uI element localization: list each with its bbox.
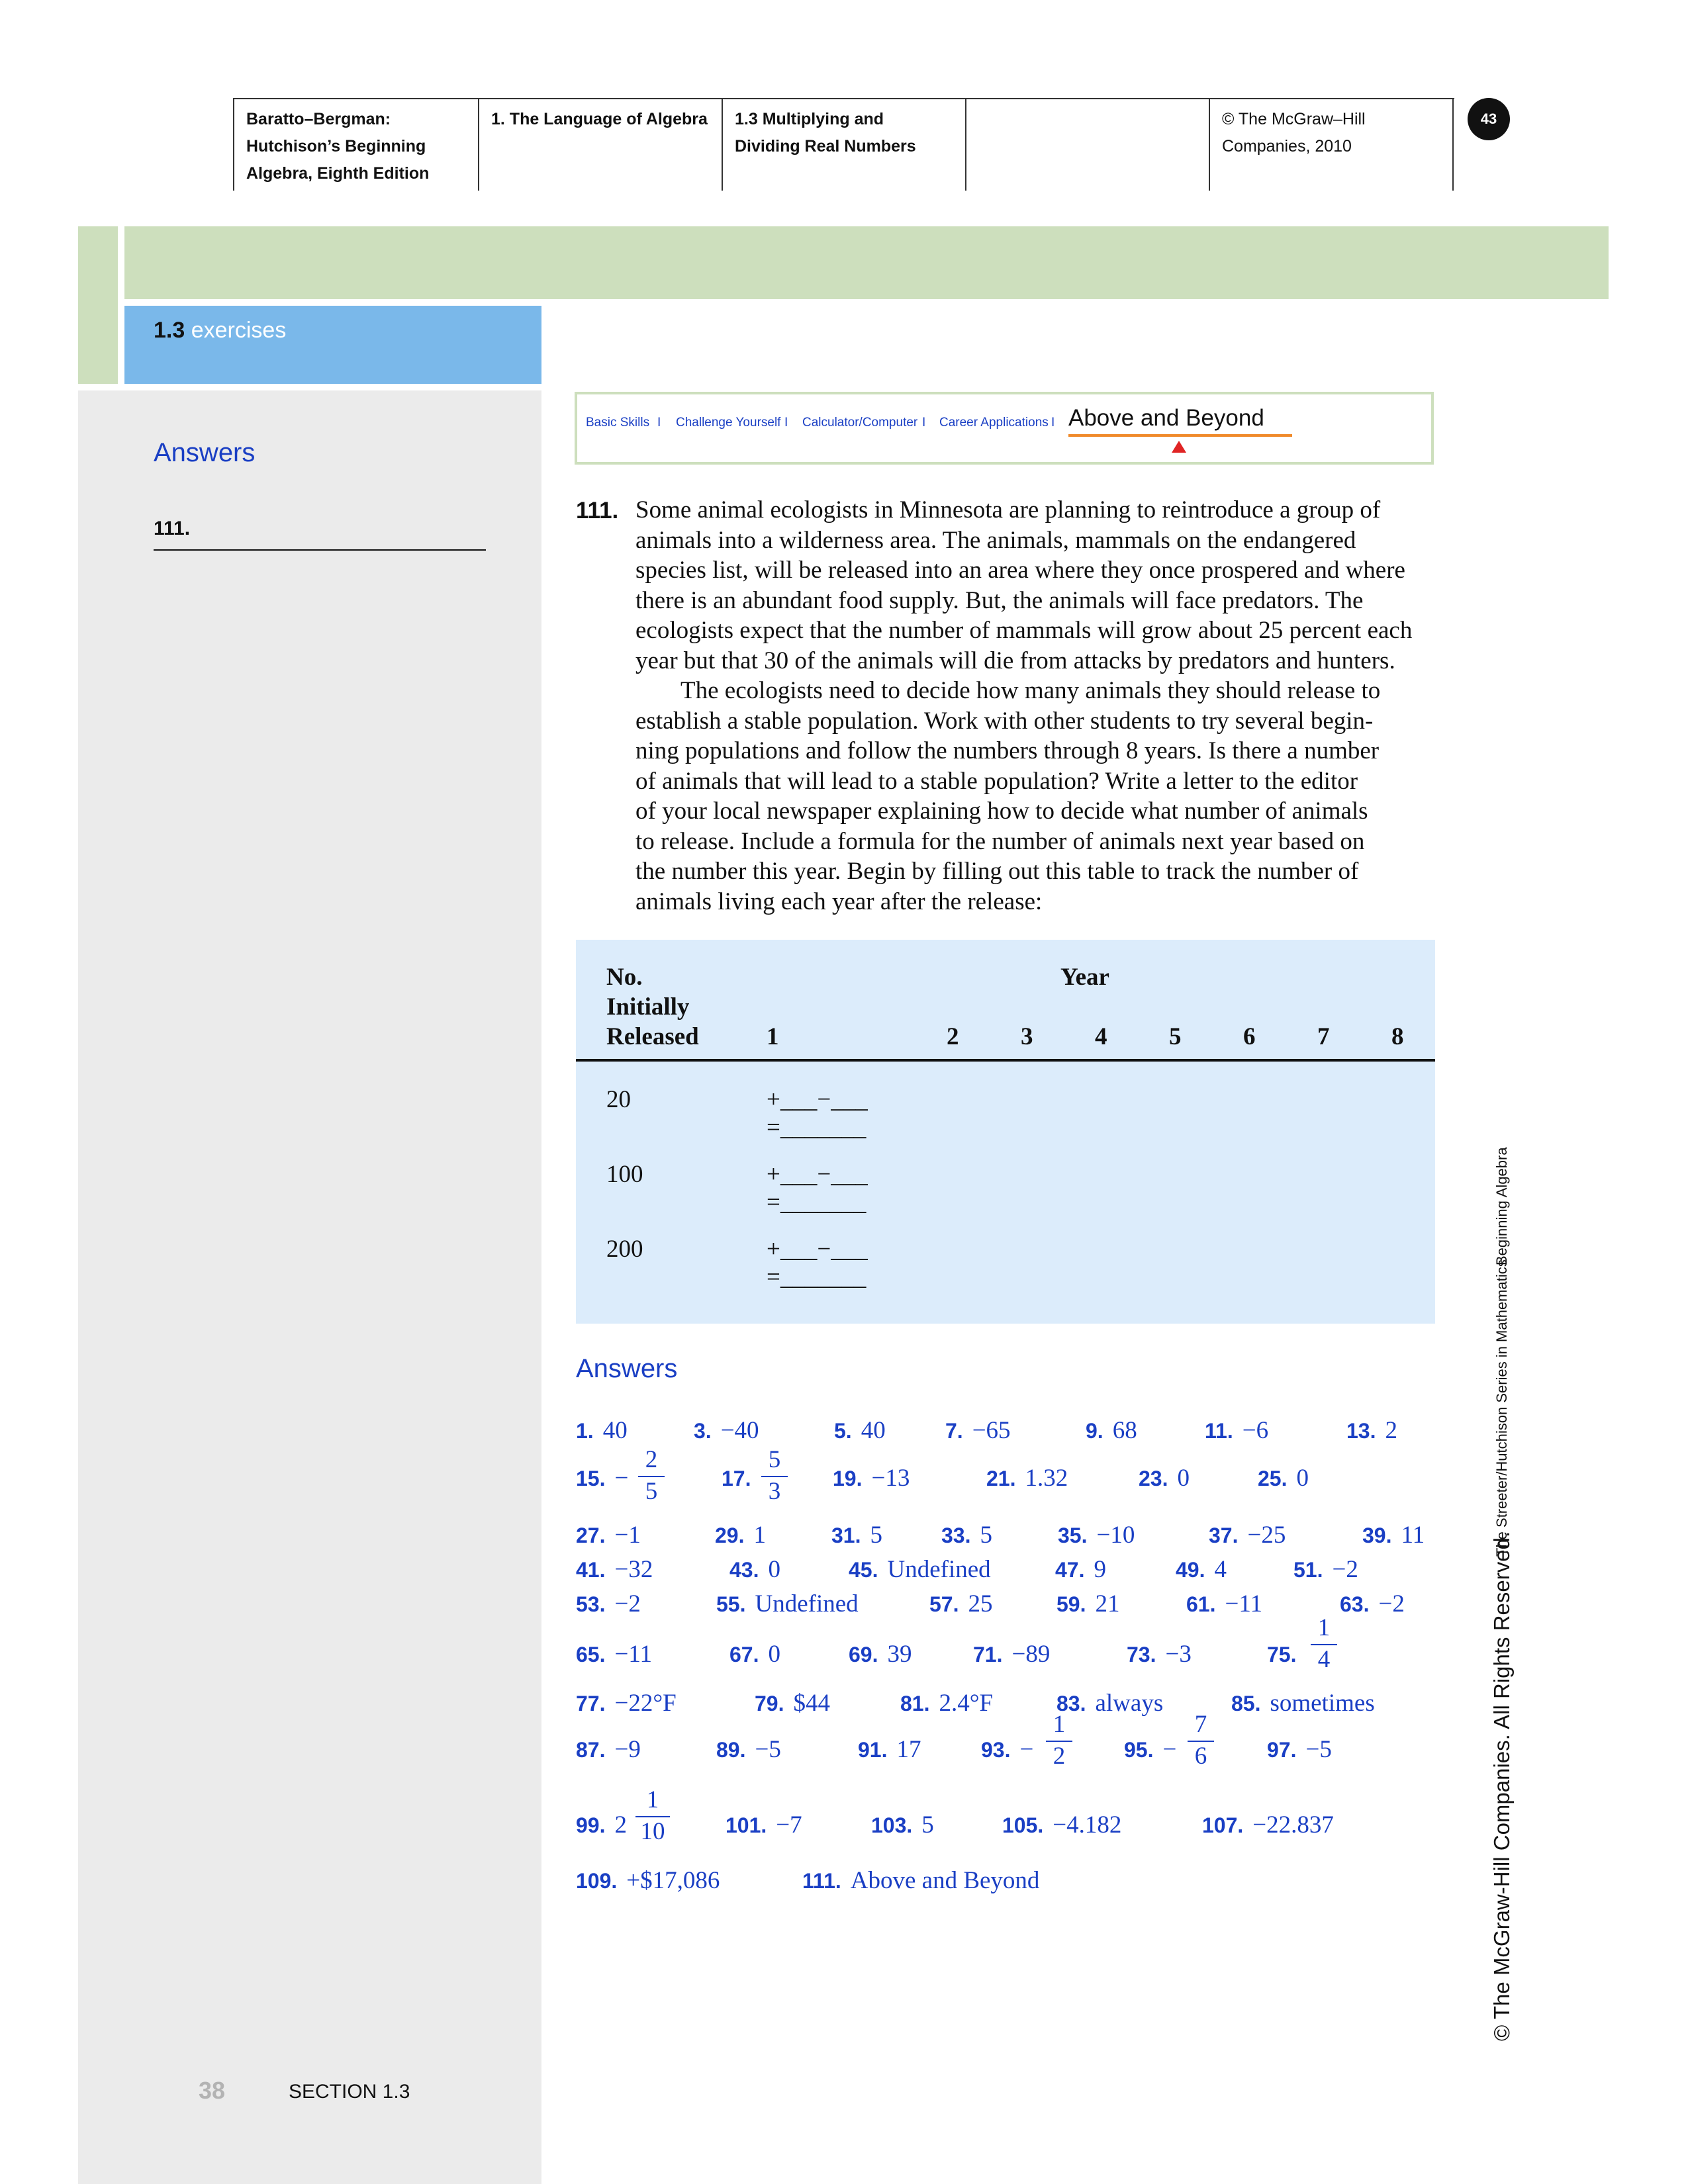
answer-item bbox=[833, 1464, 910, 1492]
answer-value: −11 bbox=[1225, 1590, 1262, 1617]
answer-item bbox=[945, 1416, 1011, 1445]
answer-number: 75. bbox=[1267, 1643, 1297, 1666]
answer-number: 97. bbox=[1267, 1738, 1297, 1762]
answer-value: 2 bbox=[614, 1811, 627, 1839]
answer-item bbox=[576, 1735, 641, 1764]
answer-value: 0 bbox=[1177, 1465, 1190, 1492]
answer-number: 45. bbox=[849, 1558, 878, 1582]
answer-number: 51. bbox=[1293, 1558, 1323, 1582]
year-col: 4 bbox=[1095, 1023, 1107, 1050]
answer-value: 40 bbox=[602, 1417, 628, 1444]
answer-item bbox=[973, 1640, 1050, 1668]
answer-item bbox=[576, 1689, 677, 1717]
tab-separator: I bbox=[657, 416, 661, 430]
blank-entry[interactable]: +___−___ bbox=[767, 1086, 868, 1113]
answer-item bbox=[1124, 1735, 1176, 1764]
answer-number: 41. bbox=[576, 1558, 606, 1582]
answer-number: 59. bbox=[1056, 1592, 1086, 1616]
fraction-numerator: 1 bbox=[1317, 1614, 1331, 1641]
header-blank bbox=[965, 98, 1209, 191]
answer-value: 0 bbox=[1296, 1465, 1309, 1492]
answer-value: 17 bbox=[896, 1736, 921, 1763]
answer-item bbox=[929, 1590, 992, 1618]
answer-item bbox=[986, 1464, 1068, 1492]
answer-number: 83. bbox=[1056, 1692, 1086, 1715]
answer-item bbox=[716, 1735, 781, 1764]
blank-entry[interactable]: =_______ bbox=[767, 1114, 867, 1141]
answer-fraction bbox=[1185, 1711, 1217, 1770]
problem-line: animals into a wilderness area. The animals, mammals on the endangered bbox=[635, 526, 1356, 554]
answer-item bbox=[576, 1416, 628, 1445]
page-badge: 43 bbox=[1468, 98, 1510, 140]
answer-number: 109. bbox=[576, 1869, 618, 1893]
fraction-numerator: 2 bbox=[645, 1446, 658, 1473]
answer-number: 81. bbox=[900, 1692, 930, 1715]
answer-item bbox=[576, 1811, 627, 1839]
answer-number: 9. bbox=[1086, 1419, 1103, 1443]
answer-item bbox=[1058, 1521, 1135, 1549]
answer-number: 21. bbox=[986, 1467, 1016, 1490]
answer-item bbox=[576, 1590, 641, 1618]
book-credit: Beginning Algebra bbox=[1493, 1147, 1510, 1265]
answer-item bbox=[1176, 1555, 1227, 1584]
answer-fraction bbox=[1043, 1711, 1075, 1770]
header-book bbox=[233, 98, 478, 191]
answer-item bbox=[1267, 1640, 1305, 1668]
year-col: 5 bbox=[1169, 1023, 1182, 1050]
fraction-bar bbox=[761, 1476, 788, 1477]
answer-value: −2 bbox=[1332, 1556, 1358, 1583]
green-band bbox=[124, 226, 1609, 299]
problem-line: species list, will be released into an area where they once prospered and where bbox=[635, 557, 1405, 584]
fraction-bar bbox=[638, 1476, 665, 1477]
answer-value: −2 bbox=[1378, 1590, 1405, 1617]
fraction-numerator: 1 bbox=[1053, 1711, 1066, 1738]
answer-value: −22.837 bbox=[1252, 1811, 1334, 1839]
answer-item bbox=[726, 1811, 802, 1839]
header-section bbox=[722, 98, 965, 191]
problem-line: establish a stable population. Work with other students to try several begin- bbox=[635, 707, 1374, 735]
answer-number: 111. bbox=[802, 1869, 841, 1893]
answer-value: Above and Beyond bbox=[850, 1867, 1040, 1894]
answer-value: 4 bbox=[1214, 1556, 1227, 1583]
answer-number: 5. bbox=[834, 1419, 852, 1443]
answer-item bbox=[858, 1735, 921, 1764]
answer-value: 0 bbox=[768, 1641, 780, 1668]
answer-value: − bbox=[1019, 1736, 1034, 1763]
fraction-numerator: 7 bbox=[1194, 1711, 1207, 1738]
answers-side-title: Answers bbox=[154, 438, 256, 467]
header-book-line: Algebra, Eighth Edition bbox=[246, 164, 430, 183]
answer-number: 33. bbox=[941, 1524, 971, 1547]
population-table bbox=[576, 940, 1435, 1324]
series-credit: The Streeter/Hutchison Series in Mathematics bbox=[1493, 1259, 1510, 1557]
answer-fraction bbox=[633, 1787, 673, 1845]
answer-value: −4.182 bbox=[1053, 1811, 1122, 1839]
answer-value: −3 bbox=[1165, 1641, 1192, 1668]
fraction-bar bbox=[1188, 1741, 1214, 1742]
initial-value: 20 bbox=[606, 1086, 631, 1113]
answer-item bbox=[1258, 1464, 1309, 1492]
answer-value: 40 bbox=[861, 1417, 886, 1444]
problem-line: ning populations and follow the numbers through 8 years. Is there a number bbox=[635, 737, 1380, 764]
answer-value: −65 bbox=[972, 1417, 1011, 1444]
answer-item bbox=[1340, 1590, 1405, 1618]
tab-calculator-computer[interactable]: Calculator/Computer bbox=[802, 416, 918, 430]
initial-value: 200 bbox=[606, 1236, 643, 1263]
answer-value: −32 bbox=[614, 1556, 653, 1583]
fraction-bar bbox=[1311, 1644, 1337, 1645]
blank-entry[interactable]: +___−___ bbox=[767, 1161, 868, 1188]
col-head-line: Released bbox=[606, 1023, 699, 1050]
answer-number: 91. bbox=[858, 1738, 888, 1762]
year-label: Year bbox=[1060, 964, 1109, 991]
col-head-line: No. bbox=[606, 964, 643, 991]
answer-item bbox=[1267, 1735, 1332, 1764]
year-col: 6 bbox=[1243, 1023, 1256, 1050]
answer-item bbox=[1202, 1811, 1334, 1839]
fraction-denominator: 3 bbox=[768, 1478, 781, 1505]
answer-item bbox=[981, 1735, 1033, 1764]
answer-value: $44 bbox=[793, 1690, 830, 1717]
answer-number: 67. bbox=[729, 1643, 759, 1666]
answer-value: −40 bbox=[720, 1417, 759, 1444]
answer-item bbox=[1002, 1811, 1121, 1839]
answer-fraction bbox=[1308, 1615, 1340, 1673]
answer-item bbox=[1362, 1521, 1425, 1549]
answer-number: 107. bbox=[1202, 1813, 1244, 1837]
answer-item bbox=[900, 1689, 993, 1717]
header-copyright-line: © The McGraw–Hill bbox=[1222, 110, 1366, 128]
problem-line: of your local newspaper explaining how to decide what number of animals bbox=[635, 797, 1368, 825]
answer-number: 43. bbox=[729, 1558, 759, 1582]
problem-text bbox=[635, 495, 1436, 917]
answer-number: 1. bbox=[576, 1419, 594, 1443]
fraction-numerator: 1 bbox=[646, 1786, 659, 1813]
answer-item bbox=[755, 1689, 830, 1717]
answer-value: 9 bbox=[1094, 1556, 1106, 1583]
answer-value: 11 bbox=[1401, 1522, 1425, 1549]
fraction-bar bbox=[635, 1816, 670, 1817]
answer-number: 3. bbox=[694, 1419, 712, 1443]
answer-number: 17. bbox=[722, 1467, 751, 1490]
answer-item bbox=[849, 1640, 912, 1668]
answer-number: 19. bbox=[833, 1467, 863, 1490]
header-chapter bbox=[478, 98, 722, 191]
answer-number: 23. bbox=[1139, 1467, 1168, 1490]
blank-entry[interactable]: =_______ bbox=[767, 1263, 867, 1291]
problem-line: there is an abundant food supply. But, the animals will face predators. The bbox=[635, 586, 1364, 614]
active-tab-caret-icon bbox=[1172, 441, 1186, 453]
answer-value: 2 bbox=[1385, 1417, 1397, 1444]
answer-value: −6 bbox=[1242, 1417, 1269, 1444]
answer-number: 49. bbox=[1176, 1558, 1205, 1582]
answer-item bbox=[729, 1555, 780, 1584]
answer-number: 63. bbox=[1340, 1592, 1370, 1616]
problem-line: of animals that will lead to a stable population? Write a letter to the editor bbox=[635, 767, 1358, 795]
header-section-line: 1.3 Multiplying and bbox=[735, 110, 884, 128]
header-copyright-line: Companies, 2010 bbox=[1222, 137, 1352, 156]
table-header-rule bbox=[576, 1059, 1435, 1062]
fraction-denominator: 6 bbox=[1194, 1743, 1207, 1770]
answer-item bbox=[715, 1521, 766, 1549]
header-book-line: Baratto–Bergman: bbox=[246, 110, 391, 128]
col-head-line: Initially bbox=[606, 993, 690, 1021]
answer-number: 13. bbox=[1346, 1419, 1376, 1443]
tab-separator: I bbox=[784, 416, 788, 430]
answer-value: −1 bbox=[614, 1522, 641, 1549]
section-num: 1.3 bbox=[154, 318, 185, 343]
year-col: 7 bbox=[1317, 1023, 1330, 1050]
rights-notice: © The McGraw-Hill Companies. All Rights Reserved. bbox=[1489, 1531, 1514, 2041]
answer-number: 103. bbox=[871, 1813, 913, 1837]
answer-item bbox=[802, 1866, 1039, 1895]
problem-number: 111. bbox=[576, 498, 619, 523]
problem-line: Some animal ecologists in Minnesota are planning to reintroduce a group of bbox=[635, 496, 1381, 523]
answer-item bbox=[849, 1555, 991, 1584]
answer-number: 101. bbox=[726, 1813, 767, 1837]
answer-value: −5 bbox=[1305, 1736, 1332, 1763]
answer-number: 87. bbox=[576, 1738, 606, 1762]
answer-item bbox=[831, 1521, 882, 1549]
answer-value: −10 bbox=[1096, 1522, 1135, 1549]
year-col: 2 bbox=[947, 1023, 959, 1050]
answer-value: −11 bbox=[614, 1641, 652, 1668]
green-left-band bbox=[78, 226, 118, 384]
answer-fraction bbox=[759, 1447, 790, 1505]
section-word: exercises bbox=[191, 318, 287, 343]
problem-line: the number this year. Begin by filling out this table to track the number of bbox=[635, 858, 1359, 885]
answer-value: −2 bbox=[614, 1590, 641, 1617]
header-book-line: Hutchison’s Beginning bbox=[246, 137, 426, 156]
answer-number: 53. bbox=[576, 1592, 606, 1616]
answer-value: 1 bbox=[753, 1522, 766, 1549]
header-chapter-line: 1. The Language of Algebra bbox=[491, 110, 708, 128]
answer-line-111[interactable] bbox=[154, 549, 486, 551]
answer-item bbox=[729, 1640, 780, 1668]
problem-line: animals living each year after the release: bbox=[635, 887, 1043, 915]
answer-value: −89 bbox=[1011, 1641, 1051, 1668]
answer-value: −13 bbox=[871, 1465, 910, 1492]
answer-item bbox=[576, 1521, 641, 1549]
tab-separator: I bbox=[922, 416, 926, 430]
answer-value: 39 bbox=[887, 1641, 912, 1668]
answer-item bbox=[576, 1640, 652, 1668]
answer-number: 15. bbox=[576, 1467, 606, 1490]
answer-item bbox=[1293, 1555, 1358, 1584]
problem-line: to release. Include a formula for the number of animals next year based on bbox=[635, 827, 1365, 855]
answer-number: 95. bbox=[1124, 1738, 1154, 1762]
answer-item bbox=[1209, 1521, 1286, 1549]
answer-label-111: 111. bbox=[154, 518, 191, 539]
answer-value: − bbox=[614, 1465, 629, 1492]
tab-above-and-beyond[interactable]: Above and Beyond bbox=[1068, 405, 1264, 431]
answer-value: 2.4°F bbox=[939, 1690, 994, 1717]
answer-item bbox=[834, 1416, 886, 1445]
answer-value: 21 bbox=[1095, 1590, 1120, 1617]
blank-entry[interactable]: =_______ bbox=[767, 1189, 867, 1216]
year-col: 3 bbox=[1021, 1023, 1033, 1050]
problem-line: ecologists expect that the number of mammals will grow about 25 percent each bbox=[635, 617, 1413, 644]
fraction-denominator: 5 bbox=[645, 1478, 658, 1505]
answer-value: 0 bbox=[768, 1556, 780, 1583]
answer-number: 37. bbox=[1209, 1524, 1239, 1547]
answer-value: 1.32 bbox=[1025, 1465, 1068, 1492]
answer-value: 25 bbox=[968, 1590, 993, 1617]
answer-value: 68 bbox=[1112, 1417, 1137, 1444]
answer-item bbox=[576, 1866, 720, 1895]
answer-number: 11. bbox=[1205, 1419, 1233, 1443]
answer-number: 29. bbox=[715, 1524, 745, 1547]
answer-value: −5 bbox=[755, 1736, 781, 1763]
tab-basic-skills[interactable]: Basic Skills bbox=[586, 416, 650, 430]
answer-value: − bbox=[1162, 1736, 1177, 1763]
answer-number: 85. bbox=[1231, 1692, 1261, 1715]
answer-number: 79. bbox=[755, 1692, 784, 1715]
answers-panel bbox=[78, 390, 541, 2184]
answer-value: −25 bbox=[1247, 1522, 1286, 1549]
blank-entry[interactable]: +___−___ bbox=[767, 1236, 868, 1263]
exercises-label bbox=[154, 318, 286, 343]
answer-value: Undefined bbox=[755, 1590, 859, 1617]
answer-number: 89. bbox=[716, 1738, 746, 1762]
answer-fraction bbox=[635, 1447, 667, 1505]
answer-number: 93. bbox=[981, 1738, 1011, 1762]
answer-item bbox=[716, 1590, 859, 1618]
answer-value: 5 bbox=[980, 1522, 992, 1549]
answer-item bbox=[1346, 1416, 1397, 1445]
answer-value: 5 bbox=[870, 1522, 882, 1549]
problem-line: The ecologists need to decide how many animals they should release to bbox=[680, 677, 1381, 704]
answer-item bbox=[1231, 1689, 1375, 1717]
answer-number: 71. bbox=[973, 1643, 1003, 1666]
answer-item bbox=[941, 1521, 992, 1549]
answer-item bbox=[1055, 1555, 1106, 1584]
answer-value: sometimes bbox=[1270, 1690, 1375, 1717]
fraction-numerator: 5 bbox=[768, 1446, 781, 1473]
answer-number: 27. bbox=[576, 1524, 606, 1547]
answer-number: 57. bbox=[929, 1592, 959, 1616]
year-col: 8 bbox=[1391, 1023, 1404, 1050]
answer-number: 35. bbox=[1058, 1524, 1088, 1547]
answer-value: +$17,086 bbox=[626, 1867, 720, 1894]
tab-challenge-yourself[interactable]: Challenge Yourself bbox=[676, 416, 781, 430]
answer-item bbox=[1086, 1416, 1137, 1445]
answer-value: −7 bbox=[776, 1811, 802, 1839]
problem-line: year but that 30 of the animals will die from attacks by predators and hunters. bbox=[635, 647, 1395, 674]
answer-number: 77. bbox=[576, 1692, 606, 1715]
answer-number: 47. bbox=[1055, 1558, 1085, 1582]
answer-value: −9 bbox=[614, 1736, 641, 1763]
header-copyright bbox=[1209, 98, 1454, 191]
answer-number: 25. bbox=[1258, 1467, 1288, 1490]
section-label: SECTION 1.3 bbox=[289, 2081, 410, 2103]
answer-value: always bbox=[1095, 1690, 1164, 1717]
answer-item bbox=[722, 1464, 760, 1492]
fraction-bar bbox=[1046, 1741, 1072, 1742]
answer-number: 39. bbox=[1362, 1524, 1392, 1547]
answer-item bbox=[1056, 1590, 1119, 1618]
answer-value: Undefined bbox=[887, 1556, 991, 1583]
answers-title: Answers bbox=[576, 1354, 678, 1383]
answer-number: 99. bbox=[576, 1813, 606, 1837]
answer-item bbox=[1186, 1590, 1262, 1618]
tab-career-applications[interactable]: Career Applications bbox=[939, 416, 1049, 430]
answer-number: 55. bbox=[716, 1592, 746, 1616]
answer-item bbox=[576, 1464, 628, 1492]
answer-number: 61. bbox=[1186, 1592, 1216, 1616]
page-number: 38 bbox=[199, 2077, 226, 2104]
fraction-denominator: 2 bbox=[1053, 1743, 1066, 1770]
answer-item bbox=[1139, 1464, 1190, 1492]
fraction-denominator: 10 bbox=[640, 1818, 665, 1845]
answer-value: 5 bbox=[921, 1811, 934, 1839]
active-tab-underline bbox=[1068, 434, 1292, 437]
answer-number: 69. bbox=[849, 1643, 878, 1666]
answer-item bbox=[1205, 1416, 1268, 1445]
answer-number: 73. bbox=[1127, 1643, 1156, 1666]
year-col: 1 bbox=[767, 1023, 779, 1050]
answer-value: −22°F bbox=[614, 1690, 677, 1717]
initial-value: 100 bbox=[606, 1161, 643, 1188]
tab-separator: I bbox=[1051, 416, 1055, 430]
header-section-line: Dividing Real Numbers bbox=[735, 137, 916, 156]
answer-item bbox=[871, 1811, 934, 1839]
answer-item bbox=[694, 1416, 759, 1445]
answer-item bbox=[1127, 1640, 1192, 1668]
answer-number: 65. bbox=[576, 1643, 606, 1666]
fraction-denominator: 4 bbox=[1317, 1646, 1331, 1673]
answer-item bbox=[576, 1555, 653, 1584]
answer-number: 31. bbox=[831, 1524, 861, 1547]
answer-number: 7. bbox=[945, 1419, 963, 1443]
answer-number: 105. bbox=[1002, 1813, 1044, 1837]
